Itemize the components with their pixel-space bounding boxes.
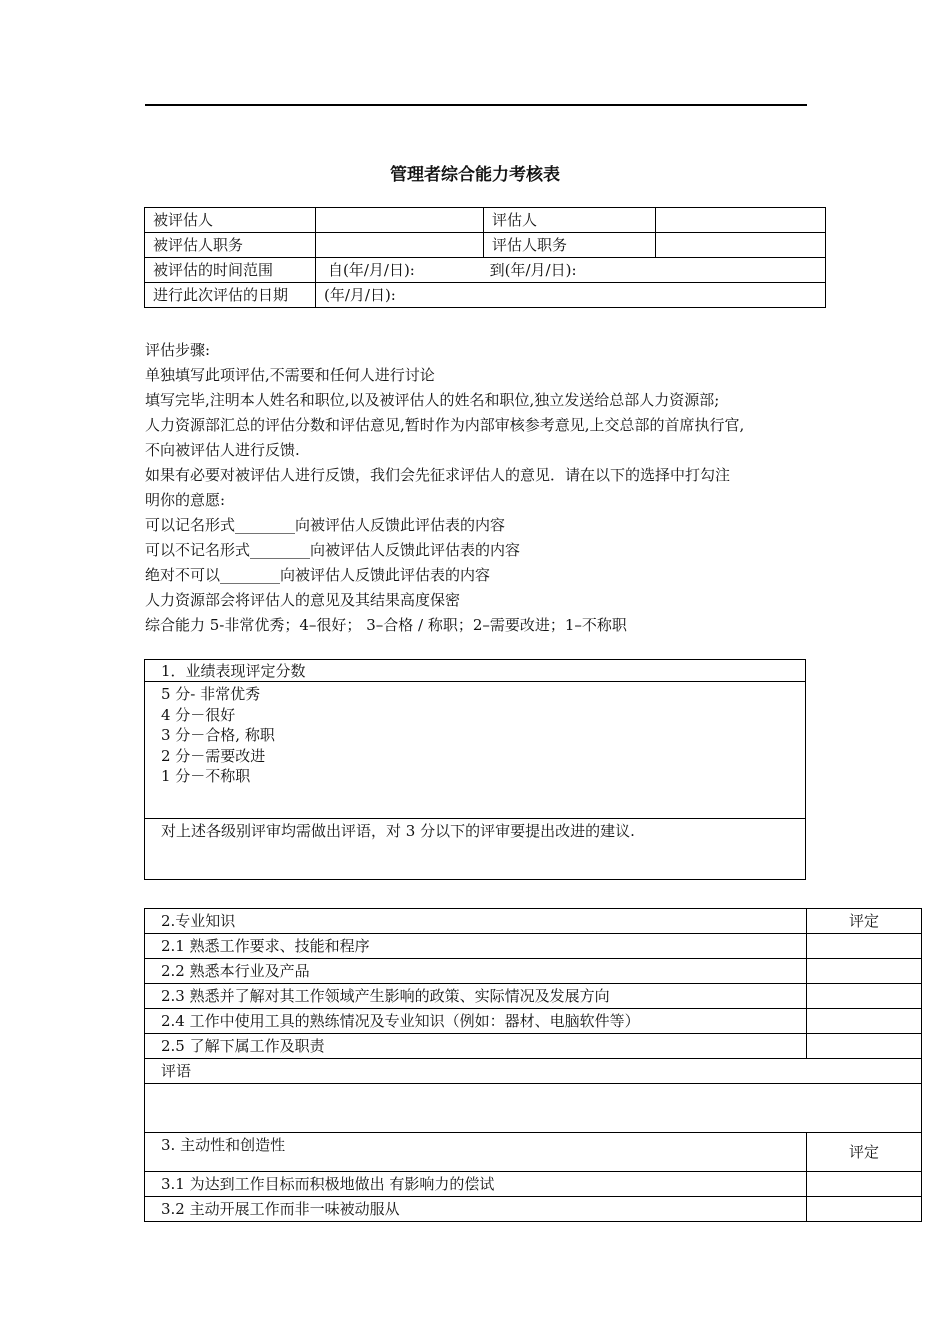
performance-note: 对上述各级别评审均需做出评语，对 3 分以下的评审要提出改进的建议. bbox=[145, 819, 806, 880]
steps-heading: 评估步骤: bbox=[145, 341, 211, 359]
evaluator-label: 评估人 bbox=[484, 208, 656, 233]
period-field[interactable] bbox=[316, 258, 826, 283]
rating-cell[interactable] bbox=[807, 959, 922, 984]
step-line: 填写完毕,注明本人姓名和职位,以及被评估人的姓名和职位,独立发送给总部人力资源部; bbox=[145, 391, 720, 409]
step-line: 人力资源部会将评估人的意见及其结果高度保密 bbox=[145, 591, 461, 609]
step-line: 综合能力 5-非常优秀；4–很好； 3–合格 / 称职；2–需要改进；1–不称职 bbox=[145, 616, 627, 634]
evaluatee-position-label: 被评估人职务 bbox=[145, 233, 316, 258]
document-title: 管理者综合能力考核表 bbox=[390, 165, 560, 185]
initiative-heading: 3. 主动性和创造性 bbox=[145, 1133, 807, 1172]
initiative-rating-header: 评定 bbox=[807, 1133, 922, 1172]
performance-scale bbox=[145, 682, 806, 819]
knowledge-item: 2.2 熟悉本行业及产品 bbox=[145, 959, 807, 984]
knowledge-item: 2.1 熟悉工作要求、技能和程序 bbox=[145, 934, 807, 959]
table-row bbox=[145, 959, 922, 984]
table-row bbox=[145, 984, 922, 1009]
table-row bbox=[145, 233, 826, 258]
evaluation-steps bbox=[145, 338, 825, 638]
rating-cell[interactable] bbox=[807, 1197, 922, 1222]
evaluator-field[interactable] bbox=[656, 208, 826, 233]
table-row bbox=[145, 909, 922, 934]
step-line: 如果有必要对被评估人进行反馈，我们会先征求评估人的意见．请在以下的选择中打勾注 bbox=[145, 466, 731, 484]
rating-cell[interactable] bbox=[807, 1172, 922, 1197]
evaluatee-field[interactable] bbox=[316, 208, 484, 233]
table-row bbox=[145, 934, 922, 959]
initiative-item: 3.1 为达到工作目标而积极地做出 有影响力的偿试 bbox=[145, 1172, 807, 1197]
scale-item: 5 分- 非常优秀 bbox=[161, 685, 261, 703]
info-table bbox=[144, 207, 826, 308]
table-row bbox=[145, 1172, 922, 1197]
table-row bbox=[145, 682, 806, 819]
rating-cell[interactable] bbox=[807, 934, 922, 959]
date-value: (年/月/日): bbox=[324, 286, 396, 304]
knowledge-item: 2.5 了解下属工作及职责 bbox=[145, 1034, 807, 1059]
period-to: 到(年/月/日): bbox=[489, 261, 577, 279]
step-line: 可以记名形式________向被评估人反馈此评估表的内容 bbox=[145, 516, 506, 534]
table-row bbox=[145, 1059, 922, 1084]
knowledge-heading: 2.专业知识 bbox=[145, 909, 807, 934]
step-line: 可以不记名形式________向被评估人反馈此评估表的内容 bbox=[145, 541, 521, 559]
step-line: 不向被评估人进行反馈. bbox=[145, 441, 300, 459]
evaluatee-label: 被评估人 bbox=[145, 208, 316, 233]
knowledge-rating-header: 评定 bbox=[807, 909, 922, 934]
scale-item: 1 分－不称职 bbox=[161, 767, 251, 785]
rating-cell[interactable] bbox=[807, 1009, 922, 1034]
evaluator-position-field[interactable] bbox=[656, 233, 826, 258]
table-row bbox=[145, 1197, 922, 1222]
date-label: 进行此次评估的日期 bbox=[145, 283, 316, 308]
date-field[interactable] bbox=[316, 283, 826, 308]
table-row bbox=[145, 660, 806, 682]
rating-cell[interactable] bbox=[807, 1034, 922, 1059]
period-label: 被评估的时间范围 bbox=[145, 258, 316, 283]
scale-item: 4 分－很好 bbox=[161, 705, 236, 724]
evaluatee-position-field[interactable] bbox=[316, 233, 484, 258]
table-row bbox=[145, 1009, 922, 1034]
knowledge-item: 2.4 工作中使用工具的熟练情况及专业知识（例如：器材、电脑软件等） bbox=[145, 1009, 807, 1034]
knowledge-item: 2.3 熟悉并了解对其工作领域产生影响的政策、实际情况及发展方向 bbox=[145, 984, 807, 1009]
performance-table bbox=[144, 659, 806, 880]
table-row bbox=[145, 1133, 922, 1172]
rating-cell[interactable] bbox=[807, 984, 922, 1009]
scale-item: 3 分－合格, 称职 bbox=[161, 726, 275, 744]
table-row bbox=[145, 1084, 922, 1133]
knowledge-comment-label: 评语 bbox=[145, 1059, 922, 1084]
initiative-item: 3.2 主动开展工作而非一味被动服从 bbox=[145, 1197, 807, 1222]
step-line: 单独填写此项评估,不需要和任何人进行讨论 bbox=[145, 366, 435, 384]
table-row bbox=[145, 283, 826, 308]
step-line: 绝对不可以________向被评估人反馈此评估表的内容 bbox=[145, 566, 491, 584]
table-row bbox=[145, 819, 806, 880]
scale-item: 2 分－需要改进 bbox=[161, 746, 266, 765]
header-rule bbox=[145, 104, 807, 106]
performance-heading: 1．业绩表现评定分数 bbox=[145, 660, 806, 682]
step-line: 明你的意愿: bbox=[145, 491, 226, 509]
period-from: 自(年/月/日): bbox=[328, 261, 415, 279]
table-row bbox=[145, 1034, 922, 1059]
knowledge-comment-field[interactable] bbox=[145, 1084, 922, 1133]
knowledge-table bbox=[144, 908, 922, 1222]
table-row bbox=[145, 258, 826, 283]
evaluator-position-label: 评估人职务 bbox=[484, 233, 656, 258]
table-row bbox=[145, 208, 826, 233]
step-line: 人力资源部汇总的评估分数和评估意见,暂时作为内部审核参考意见,上交总部的首席执行官, bbox=[145, 416, 745, 434]
